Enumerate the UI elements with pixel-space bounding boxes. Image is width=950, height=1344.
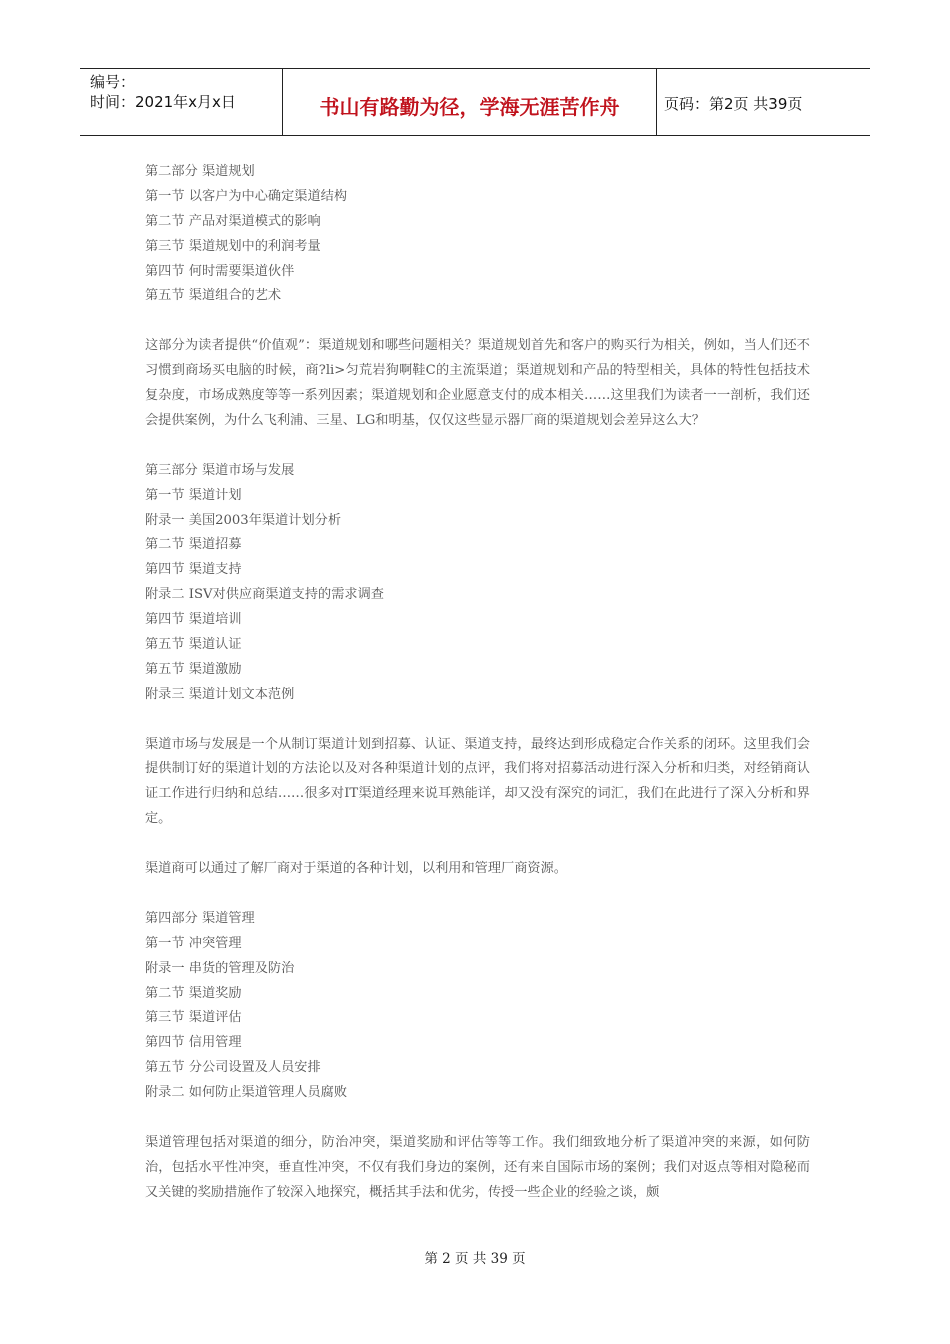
toc-item: 第五节 分公司设置及人员安排 xyxy=(145,1060,321,1076)
body-paragraph: 这部分为读者提供“价值观”：渠道规划和哪些问题相关？渠道规划首先和客户的购买行为相关，例如，当人们还不习惯到商场买电脑的时候，商?li>匀荒岩狗啊鞋C的主流渠道；渠道规划和产品的特型相关，具体的特性包括技术复杂度，市场成熟度等等一系列因素；渠道规划和企业愿意支付的成本相关……这里我们为读者一一剖析，我们还会提供案例，为什么飞利浦、三星、LG和明基，仅仅这些显示器厂商的渠道规划会差异这么大？ xyxy=(145,338,810,428)
toc-item: 第四节 何时需要渠道伙伴 xyxy=(145,263,295,279)
toc-item: 附录二 如何防止渠道管理人员腐败 xyxy=(145,1085,348,1101)
header-page-cell xyxy=(657,69,870,135)
toc-item: 第五节 渠道组合的艺术 xyxy=(145,288,282,304)
toc-item: 第三节 渠道评估 xyxy=(145,1010,242,1026)
header-motto-cell xyxy=(283,69,657,135)
toc-item: 附录二 ISV对供应商渠道支持的需求调查 xyxy=(145,587,384,603)
document-number-label: 编号： xyxy=(90,73,136,91)
document-body xyxy=(145,160,810,1206)
toc-item: 第四节 渠道培训 xyxy=(145,612,242,628)
footer-page-number: 第 2 页 共 39 页 xyxy=(424,1251,526,1267)
part-heading: 第二部分 渠道规划 xyxy=(145,164,255,179)
toc-item: 附录一 串货的管理及防治 xyxy=(145,960,295,976)
toc-item: 第五节 渠道认证 xyxy=(145,636,242,652)
document-header xyxy=(80,68,870,136)
toc-item: 附录三 渠道计划文本范例 xyxy=(145,686,295,702)
body-paragraph: 渠道市场与发展是一个从制订渠道计划到招募、认证、渠道支持，最终达到形成稳定合作关系的闭环。这里我们会提供制订好的渠道计划的方法论以及对各种渠道计划的点评，我们将对招募活动进行深入分析和归类，对经销商认证工作进行归纳和总结……很多对IT渠道经理来说耳熟能详，却又没有深究的词汇，我们在此进行了深入分析和界定。 xyxy=(145,736,810,827)
toc-item: 第一节 渠道计划 xyxy=(145,487,242,503)
toc-item: 第四节 信用管理 xyxy=(145,1035,242,1051)
page-footer xyxy=(0,1247,950,1267)
toc-item: 第一节 冲突管理 xyxy=(145,935,242,951)
part-heading: 第三部分 渠道市场与发展 xyxy=(145,462,295,478)
body-paragraph: 渠道商可以通过了解厂商对于渠道的各种计划，以利用和管理厂商资源。 xyxy=(145,861,567,877)
toc-item: 附录一 美国2003年渠道计划分析 xyxy=(145,512,342,528)
toc-item: 第三节 渠道规划中的利润考量 xyxy=(145,238,321,254)
header-meta-cell xyxy=(80,69,283,135)
part-heading: 第四部分 渠道管理 xyxy=(145,910,255,926)
toc-item: 第二节 渠道奖励 xyxy=(145,985,242,1001)
toc-item: 第一节 以客户为中心确定渠道结构 xyxy=(145,188,348,204)
toc-item: 第二节 渠道招募 xyxy=(145,537,242,553)
toc-item: 第二节 产品对渠道模式的影响 xyxy=(145,213,321,229)
header-motto: 书山有路勤为径，学海无涯苦作舟 xyxy=(319,95,620,119)
body-paragraph: 渠道管理包括对渠道的细分，防治冲突，渠道奖励和评估等等工作。我们细致地分析了渠道冲突的来源，如何防治，包括水平性冲突，垂直性冲突，不仅有我们身边的案例，还有来自国际市场的案例；我们对返点等相对隐秘而又关键的奖励措施作了较深入地探究，概括其手法和优劣，传授一些企业的经验之谈，颇 xyxy=(145,1134,810,1200)
document-time-label: 时间：2021年x月x日 xyxy=(90,93,236,111)
header-page-info: 页码：第2页 共39页 xyxy=(664,95,803,113)
toc-item: 第四节 渠道支持 xyxy=(145,562,242,578)
toc-item: 第五节 渠道激励 xyxy=(145,661,242,677)
